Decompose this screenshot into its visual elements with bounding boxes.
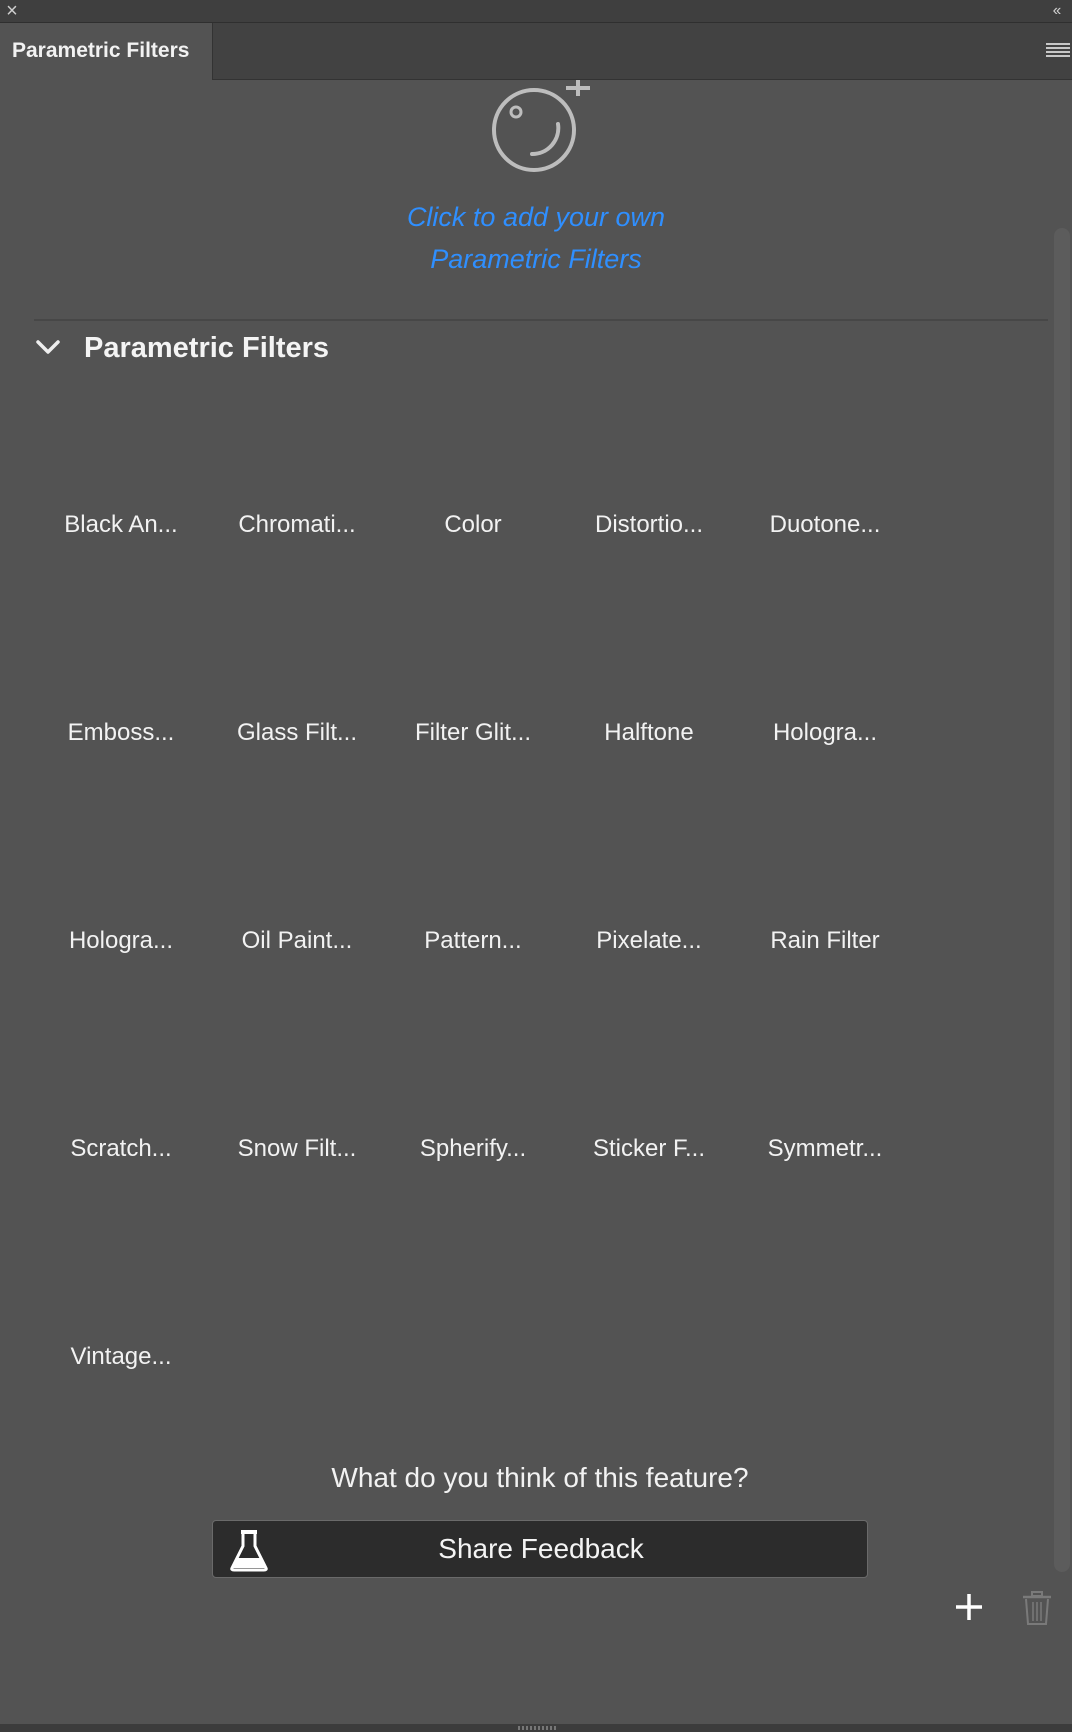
plus-icon[interactable] (952, 1590, 986, 1624)
trash-icon[interactable] (1020, 1590, 1054, 1626)
filter-item[interactable] (737, 380, 913, 570)
filter-label: Scratch... (70, 1135, 172, 1162)
filter-label: Spherify... (419, 1135, 527, 1162)
add-own-line1: Click to add your own (406, 202, 666, 232)
filter-item[interactable] (561, 588, 737, 778)
panel-title-bar (0, 0, 1072, 23)
filter-item[interactable] (209, 796, 385, 986)
filter-item[interactable] (561, 380, 737, 570)
filter-item[interactable] (385, 588, 561, 778)
feedback-question: What do you think of this feature? (331, 1462, 749, 1493)
chevron-down-icon[interactable] (34, 336, 62, 360)
panel-menu-icon[interactable] (1046, 43, 1070, 59)
filter-label: Vintage... (70, 1343, 172, 1370)
resize-grip[interactable] (518, 1726, 558, 1730)
filter-item[interactable] (737, 796, 913, 986)
filter-label: Glass Filt... (236, 719, 357, 746)
add-own-filters-link[interactable] (0, 196, 1072, 280)
add-filter-icon[interactable] (486, 80, 596, 180)
filter-label: Snow Filt... (237, 1135, 357, 1162)
filter-label: Filter Glit... (414, 719, 531, 746)
filter-label: Pixelate... (596, 927, 702, 954)
filter-item[interactable] (209, 1004, 385, 1194)
filter-item[interactable] (33, 796, 209, 986)
filter-item[interactable] (385, 1004, 561, 1194)
filter-item[interactable] (561, 1004, 737, 1194)
filter-item[interactable] (385, 796, 561, 986)
filter-item[interactable] (209, 380, 385, 570)
filter-item[interactable] (33, 588, 209, 778)
filter-label: Halftone (604, 719, 694, 746)
filter-item[interactable] (209, 588, 385, 778)
filter-label: Duotone... (769, 511, 881, 538)
filter-label: Symmetr... (767, 1135, 883, 1162)
add-own-line2: Parametric Filters (430, 244, 642, 274)
filter-item[interactable] (33, 1212, 209, 1402)
filter-label: Distortio... (594, 511, 704, 538)
scrollbar[interactable] (1054, 228, 1070, 1572)
divider (34, 319, 1048, 321)
section-title: Parametric Filters (84, 332, 330, 364)
filter-item[interactable] (737, 1004, 913, 1194)
share-feedback-button[interactable] (212, 1520, 868, 1578)
filter-label: Pattern... (424, 927, 522, 954)
filter-item[interactable] (737, 588, 913, 778)
filter-label: Color (444, 511, 502, 538)
filter-label: Emboss... (67, 719, 175, 746)
filter-label: Oil Paint... (241, 927, 353, 954)
filter-label: Black An... (64, 511, 178, 538)
close-icon[interactable]: × (6, 0, 18, 22)
filter-item[interactable] (33, 1004, 209, 1194)
add-own-filters[interactable] (0, 80, 1072, 320)
filter-item[interactable] (385, 380, 561, 570)
double-chevron-left-icon[interactable]: ‹‹ (1052, 2, 1060, 19)
filter-item[interactable] (33, 380, 209, 570)
filter-label: Hologra... (68, 927, 174, 954)
filter-label: Hologra... (772, 719, 878, 746)
filter-item[interactable] (561, 796, 737, 986)
section-header[interactable] (34, 328, 634, 368)
filter-label: Sticker F... (592, 1135, 706, 1162)
tab-parametric-filters[interactable]: Parametric Filters (0, 23, 213, 80)
share-feedback-label: Share Feedback (438, 1533, 644, 1564)
tab-bar (0, 23, 1072, 80)
filter-label: Rain Filter (770, 927, 880, 954)
filter-label: Chromati... (238, 511, 356, 538)
